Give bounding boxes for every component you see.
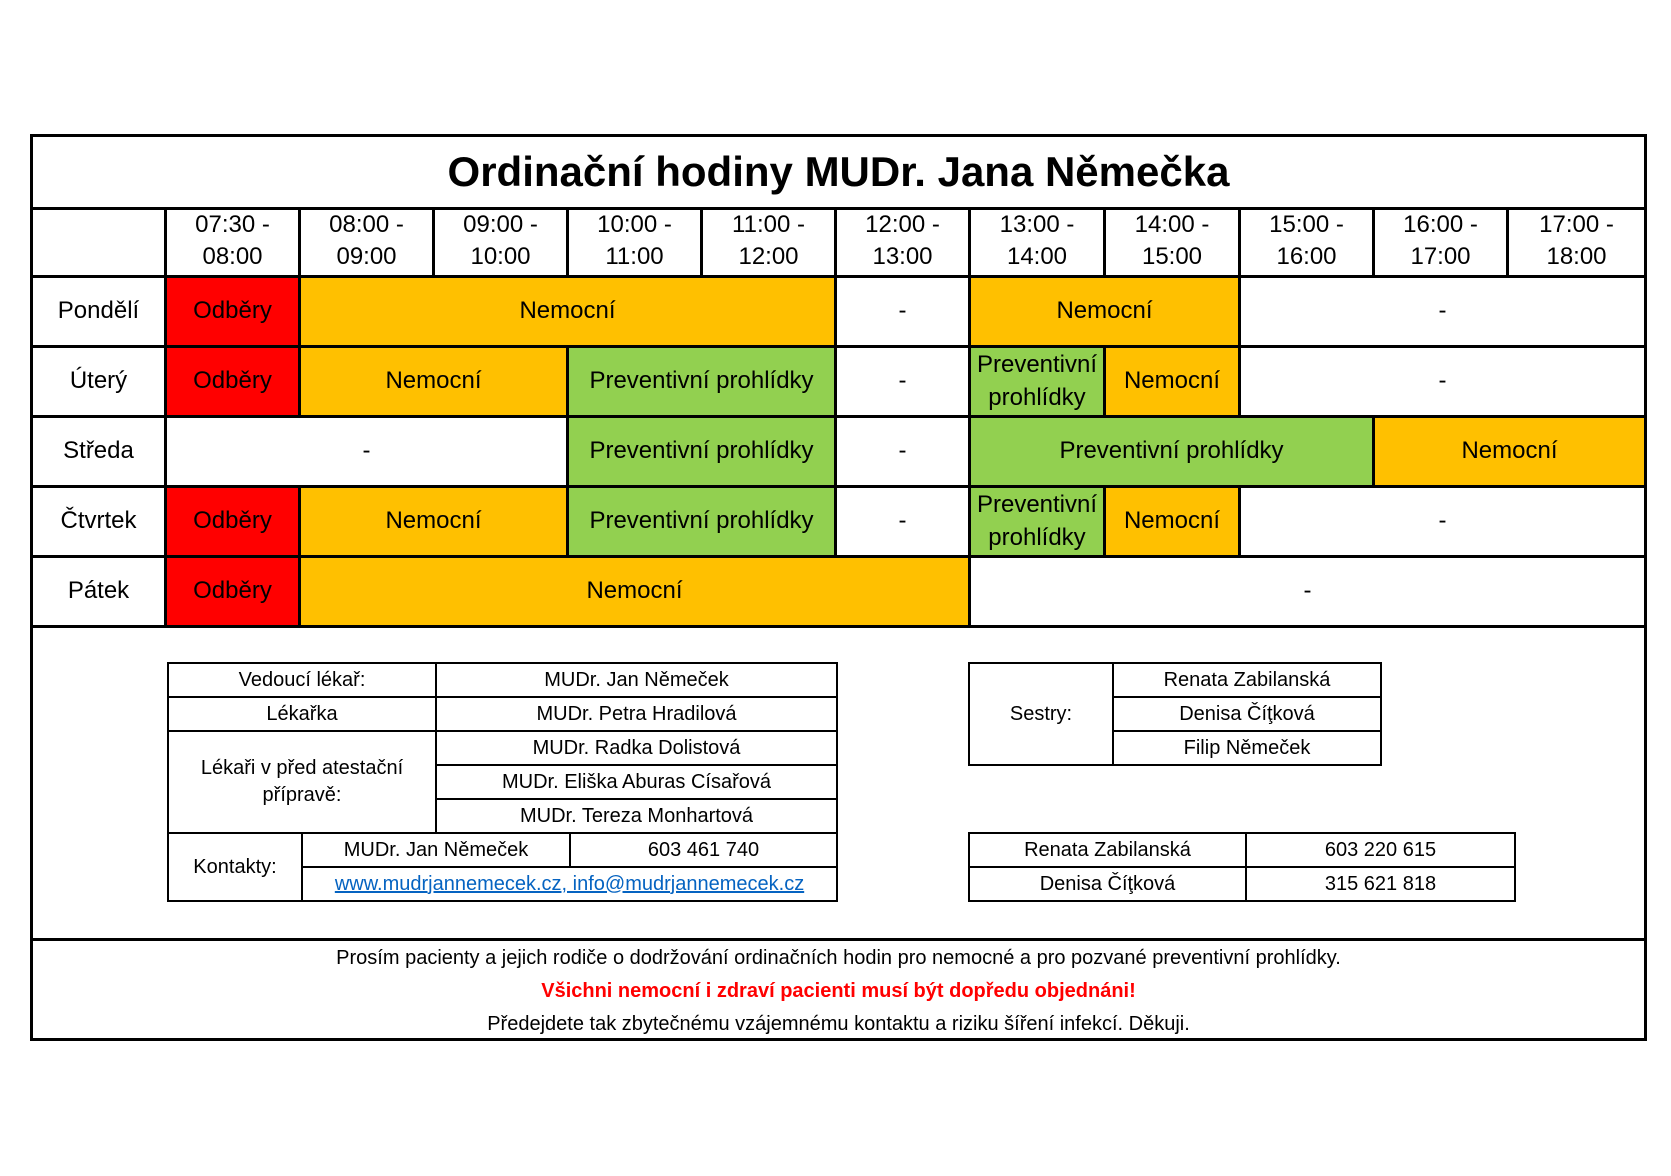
time-slot-header [1241, 207, 1375, 275]
schedule-block-preventivni: Preventivní prohlídky [971, 348, 1106, 418]
doctor-name: MUDr. Petra Hradilová [435, 696, 838, 732]
schedule-block-none: - [1241, 278, 1644, 348]
schedule-block-none: - [837, 278, 971, 348]
time-slot-header [703, 207, 837, 275]
time-slot-start: 13:00 - [999, 210, 1075, 238]
day-label: Čtvrtek [33, 488, 167, 558]
time-slot-end: 10:00 [470, 243, 531, 270]
time-slot-header [971, 207, 1106, 275]
time-slot-end: 12:00 [738, 243, 799, 270]
schedule-block-none: - [837, 488, 971, 558]
day-label: Středa [33, 418, 167, 488]
doctor-label: Lékařka [167, 696, 437, 732]
nurse-contact-name: Denisa Číţková [968, 866, 1247, 902]
time-slot-end: 18:00 [1546, 243, 1607, 270]
schedule-block-preventivni: Preventivní prohlídky [971, 488, 1106, 558]
schedule-frame [30, 134, 1647, 1041]
schedule-block-none: - [971, 558, 1644, 628]
lead-doctor-name: MUDr. Jan Němeček [435, 662, 838, 698]
schedule-block-none: - [1241, 348, 1644, 418]
schedule-block-none: - [1241, 488, 1644, 558]
schedule-block-nemocni: Nemocní [301, 278, 837, 348]
schedule-block-nemocni: Nemocní [1106, 488, 1241, 558]
contact-web-link[interactable]: www.mudrjannemecek.cz, info@mudrjannemecek.cz [334, 872, 805, 895]
schedule-block-odbery: Odběry [167, 488, 301, 558]
header-blank-cell [33, 207, 167, 275]
schedule-block-nemocni: Nemocní [301, 488, 569, 558]
note-line-3: Předejdete tak zbytečnému vzájemnému kontaktu a riziku šíření infekcí. Děkuji. [487, 1013, 1190, 1035]
schedule-block-none: - [837, 418, 971, 488]
time-slot-end: 09:00 [336, 243, 397, 270]
contacts-label: Kontakty: [167, 832, 303, 902]
time-slot-start: 10:00 - [597, 210, 672, 238]
nurses-label: Sestry: [968, 662, 1114, 766]
time-slot-end: 16:00 [1276, 243, 1337, 270]
contact-web-cell [301, 866, 838, 902]
time-slot-header [1375, 207, 1509, 275]
trainee-name: MUDr. Radka Dolistová [435, 730, 838, 766]
contact-phone: 603 461 740 [569, 832, 838, 868]
trainees-label: Lékaři v před atestační přípravě: [167, 730, 437, 834]
nurse-name: Denisa Číţková [1112, 696, 1382, 732]
nurse-name: Filip Němeček [1112, 730, 1382, 766]
time-slot-header [837, 207, 971, 275]
time-slot-end: 17:00 [1410, 243, 1471, 270]
page-title: Ordinační hodiny MUDr. Jana Němečka [447, 148, 1230, 195]
note-line-1: Prosím pacienty a jejich rodiče o dodržování ordinačních hodin pro nemocné a pro pozvané preventivní prohlídky. [336, 947, 1341, 969]
time-slot-start: 09:00 - [463, 210, 538, 238]
schedule-block-odbery: Odběry [167, 558, 301, 628]
time-slot-start: 15:00 - [1269, 210, 1344, 238]
day-label: Pátek [33, 558, 167, 628]
nurse-name: Renata Zabilanská [1112, 662, 1382, 698]
time-slot-start: 17:00 - [1539, 210, 1614, 238]
nurse-contact-name: Renata Zabilanská [968, 832, 1247, 868]
time-slot-end: 14:00 [1006, 243, 1068, 270]
nurse-contact-phone: 315 621 818 [1245, 866, 1516, 902]
schedule-block-none: - [837, 348, 971, 418]
schedule-block-nemocni: Nemocní [971, 278, 1241, 348]
schedule-block-nemocni: Nemocní [301, 348, 569, 418]
time-slot-start: 12:00 - [865, 210, 940, 238]
time-slot-header [1106, 207, 1241, 275]
lead-doctor-label: Vedoucí lékař: [167, 662, 437, 698]
schedule-block-nemocni: Nemocní [1106, 348, 1241, 418]
time-slot-end: 11:00 [605, 243, 664, 270]
schedule-block-none: - [167, 418, 569, 488]
day-label: Pondělí [33, 278, 167, 348]
trainee-name: MUDr. Eliška Aburas Císařová [435, 764, 838, 800]
schedule-block-nemocni: Nemocní [1375, 418, 1644, 488]
schedule-block-preventivni: Preventivní prohlídky [569, 418, 837, 488]
note-warning: Všichni nemocní i zdraví pacienti musí být dopředu objednáni! [541, 980, 1136, 1002]
time-slot-start: 08:00 - [329, 210, 404, 238]
contact-name: MUDr. Jan Němeček [301, 832, 571, 868]
time-slot-end: 08:00 [202, 243, 263, 270]
time-slot-header [167, 207, 301, 275]
time-slot-end: 13:00 [872, 243, 933, 270]
notes-divider [33, 938, 1644, 941]
nurse-contact-phone: 603 220 615 [1245, 832, 1516, 868]
schedule-block-odbery: Odběry [167, 348, 301, 418]
schedule-block-nemocni: Nemocní [301, 558, 971, 628]
time-slot-header [1509, 207, 1644, 275]
time-slot-header [301, 207, 435, 275]
schedule-block-preventivni: Preventivní prohlídky [569, 488, 837, 558]
schedule-block-odbery: Odběry [167, 278, 301, 348]
time-slot-start: 07:30 - [195, 210, 270, 238]
trainee-name: MUDr. Tereza Monhartová [435, 798, 838, 834]
time-slot-end: 15:00 [1141, 243, 1203, 270]
day-label: Úterý [33, 348, 167, 418]
time-slot-start: 16:00 - [1403, 210, 1478, 238]
time-slot-start: 14:00 - [1134, 210, 1210, 238]
time-slot-start: 11:00 - [732, 210, 805, 238]
schedule-block-preventivni: Preventivní prohlídky [569, 348, 837, 418]
time-slot-header [435, 207, 569, 275]
time-slot-header [569, 207, 703, 275]
schedule-block-preventivni: Preventivní prohlídky [971, 418, 1375, 488]
